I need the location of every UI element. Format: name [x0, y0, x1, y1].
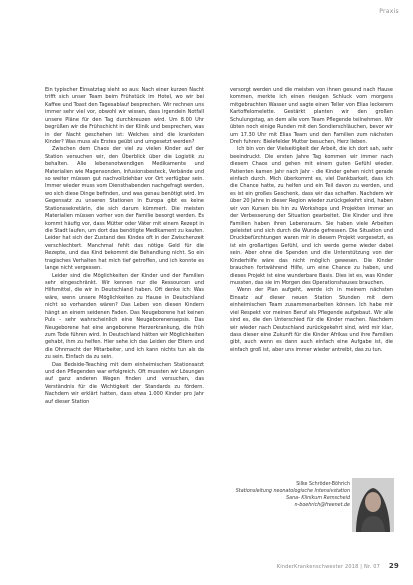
article-paragraph: Ich bin von der Vielseitigkeit der Arbeit, die ich dort sah, sehr beeindruckt. Die ersten Jahre Tag kommen wir immer nach diesem Chaos und gehen mit einem guten Gefühl wieder. Patienten kamen Jahr nach Jahr - die Kinder gehen nicht gerade einfach durch. Mich überkommt es, viel Dankbarkeit, dass ich die Chance hatte, zu helfen und ein Teil davon zu werden, und es ist ein großes Geschenk, dass wir das schaffen. Nachdem wir über 20 Jahre in dieser Region wieder zurückgekehrt sind, haben wir von Kursen bis hin zu Workshops und Projekten immer an der Verbesserung der Situation gearbeitet. Die Kinder und ihre Familien haben ihren Lebensraum. Sie haben viele Arbeiten geleistet und sich durch die Wunde gefressen. Die Situation und Druckbefürchtungen waren mir in diesem Projekt vorgesetzt, es ist ein großartiges Gefühl, und ich werde gerne wieder dabei sein. Aber ohne die Spenden und die Unterstützung von der Kinderhilfe wäre das nicht möglich gewesen. Die Kinder brauchen fortwährend Hilfe, um eine Chance zu haben, und dieses Projekt ist eine wunderbare Basis. Dies ist es, was Kinder mussten, das sie im Morgen des Operationshauses brauchen. — [230, 146, 393, 286]
page-number: 29 — [388, 562, 399, 570]
section-label: Praxis — [379, 8, 399, 15]
author-name: Silke Schröder-Böhrich — [296, 482, 350, 487]
author-role: Stationsleitung neonatologische Intensivstation — [235, 489, 350, 495]
article-paragraph: Das Bedside-Teaching mit dem einheimischen Stationsarzt und den Pflegenden war erfolgreich. Oft mussten wir Lösungen auf ganz anderen Wegen finden und versuchen, das Verständnis für die Wichtigkeit der Standards zu fördern. Nachdem wir erklärt hatten, dass etwa 1.000 Kinder pro Jahr auf dieser Station — [45, 361, 204, 405]
article-paragraph: versorgt werden und die meisten von ihnen gesund nach Hause kommen, merkte ich einen riesigen Schluck vom morgens mitgebrachten Wasser und sagte einen Teller von Elias leckerem Kartoffelomelette. Gestärkt planten wir den großen Schulungstag, an dem alle vom Team Pflegende teilnehmen. Wir übten noch einige Runden mit den Sondierschläuchen, bevor wir um 17.30 Uhr mit Elias Team und den Familien zum nächsten Dreh fuhren: Bielefelder Mutter besuchen, Herz lieben. — [230, 87, 393, 145]
article-paragraph: Wenn der Plan aufgeht, werde ich in meinem nächsten Einsatz auf dieser neuen Station Stunden mit dem einheimischen Team zusammenarbeiten können. Ich habe mir viel Respekt vor meinen Beruf als Pflegende aufgebaut. Wir alle sind es, die den Unterschied für die Kinder machen. Nachdem wir wieder nach Deutschland zurückgekehrt sind, wird mir klar, dass dieser eine Zukunft für die Kinder Afrikas und ihre Familien gibt, auch wenn es dann auch einfach eine Aufgabe ist, die einfach groß ist, aber uns immer wieder antreibt, das zu tun. — [230, 287, 393, 353]
article-paragraph: Leider sind die Möglichkeiten der Kinder und der Familien sehr eingeschränkt. Wir kennen nur die Ressourcen und Hilfsmittel, die wir in Deutschland haben. Oft denke ich: Was wäre, wenn unsere Möglichkeiten zu Hause in Deutschland nicht so vorhanden wären? Das Leben von diesen Kindern hängt an einem seidenen Faden. Das Neugeborene hat keinen Puls - sehr wahrscheinlich eine Neugeborenensepsis. Das Neugeborene hat eine angeborene Herzerkrankung, die früh zum Tode führen wird. In Deutschland hätten wir Möglichkeiten gehabt, ihm zu helfen. Hier sehe ich das Leiden der Eltern und die Ohnmacht der Mitarbeiter, und ich kann nichts tun als da zu sein. Einfach da zu sein. — [45, 272, 204, 361]
author-info — [183, 481, 350, 509]
article-paragraph: Ein typischer Einsatztag sieht so aus: Nach einer kurzen Nacht trifft sich unser Team beim Frühstück im Hotel, wo wir bei Kaffee und Toast den Tagesablauf besprechen. Wir rechnen uns immer sehr viel vor, obwohl wir wissen, dass irgendein Notfall unsere Pläne für den Tag durchkreuzen wird. Um 8.00 Uhr begrüßen wir die Frühschicht in der Klinik und besprechen, was in der Nacht geschehen ist: Welches sind die kranksten Kinder? Was muss als Erstes geübt und umgesetzt werden? — [45, 87, 204, 145]
journal-footer-label: KinderKrankenschwester 2018 | Nr. 07 — [276, 564, 381, 570]
author-portrait-image — [352, 478, 394, 532]
author-photo — [352, 478, 394, 532]
author-affiliation: Sana- Klinikum Remscheid — [286, 496, 350, 502]
article-column-right — [230, 87, 393, 354]
page-footer — [277, 562, 399, 570]
article-paragraph: Zwischen dem Chaos der viel zu vielen Kinder auf der Station versuchen wir, den Überblick über die Logistik zu behalten. Alle lebensnotwendigen Medikamente und Materialien wie Magensonden, Infusionsbesteck, Verbände und so weiter müssen gut nachvollziehbar vor Ort verfügbar sein. Immer wieder muss vom Diensthabenden nachgefragt werden, wo sich diese Dinge befinden, und was genau benötigt wird. Im Gegensatz zu unseren Stationen in Europa gibt es keine Stationssekretärin, die sich darum kümmert. Die meisten Materialien müssen vorher von der Familie besorgt werden. Es kommt häufig vor, dass Mütter oder Väter mit einem Rezept in die Stadt laufen, um dort das benötigte Medikament zu kaufen. Leider hat sich der Zustand des Kindes oft in der Zwischenzeit verschlechtert. Manchmal fehlt das nötige Geld für die Rezepte, und das Kind bekommt die Behandlung nicht. So ein tragisches Verhalten hat mich tief getroffen, und ich konnte es lange nicht vergessen. — [45, 146, 204, 272]
author-email: n-boehrich@freenet.de — [294, 503, 350, 509]
article-column-left — [45, 87, 204, 406]
